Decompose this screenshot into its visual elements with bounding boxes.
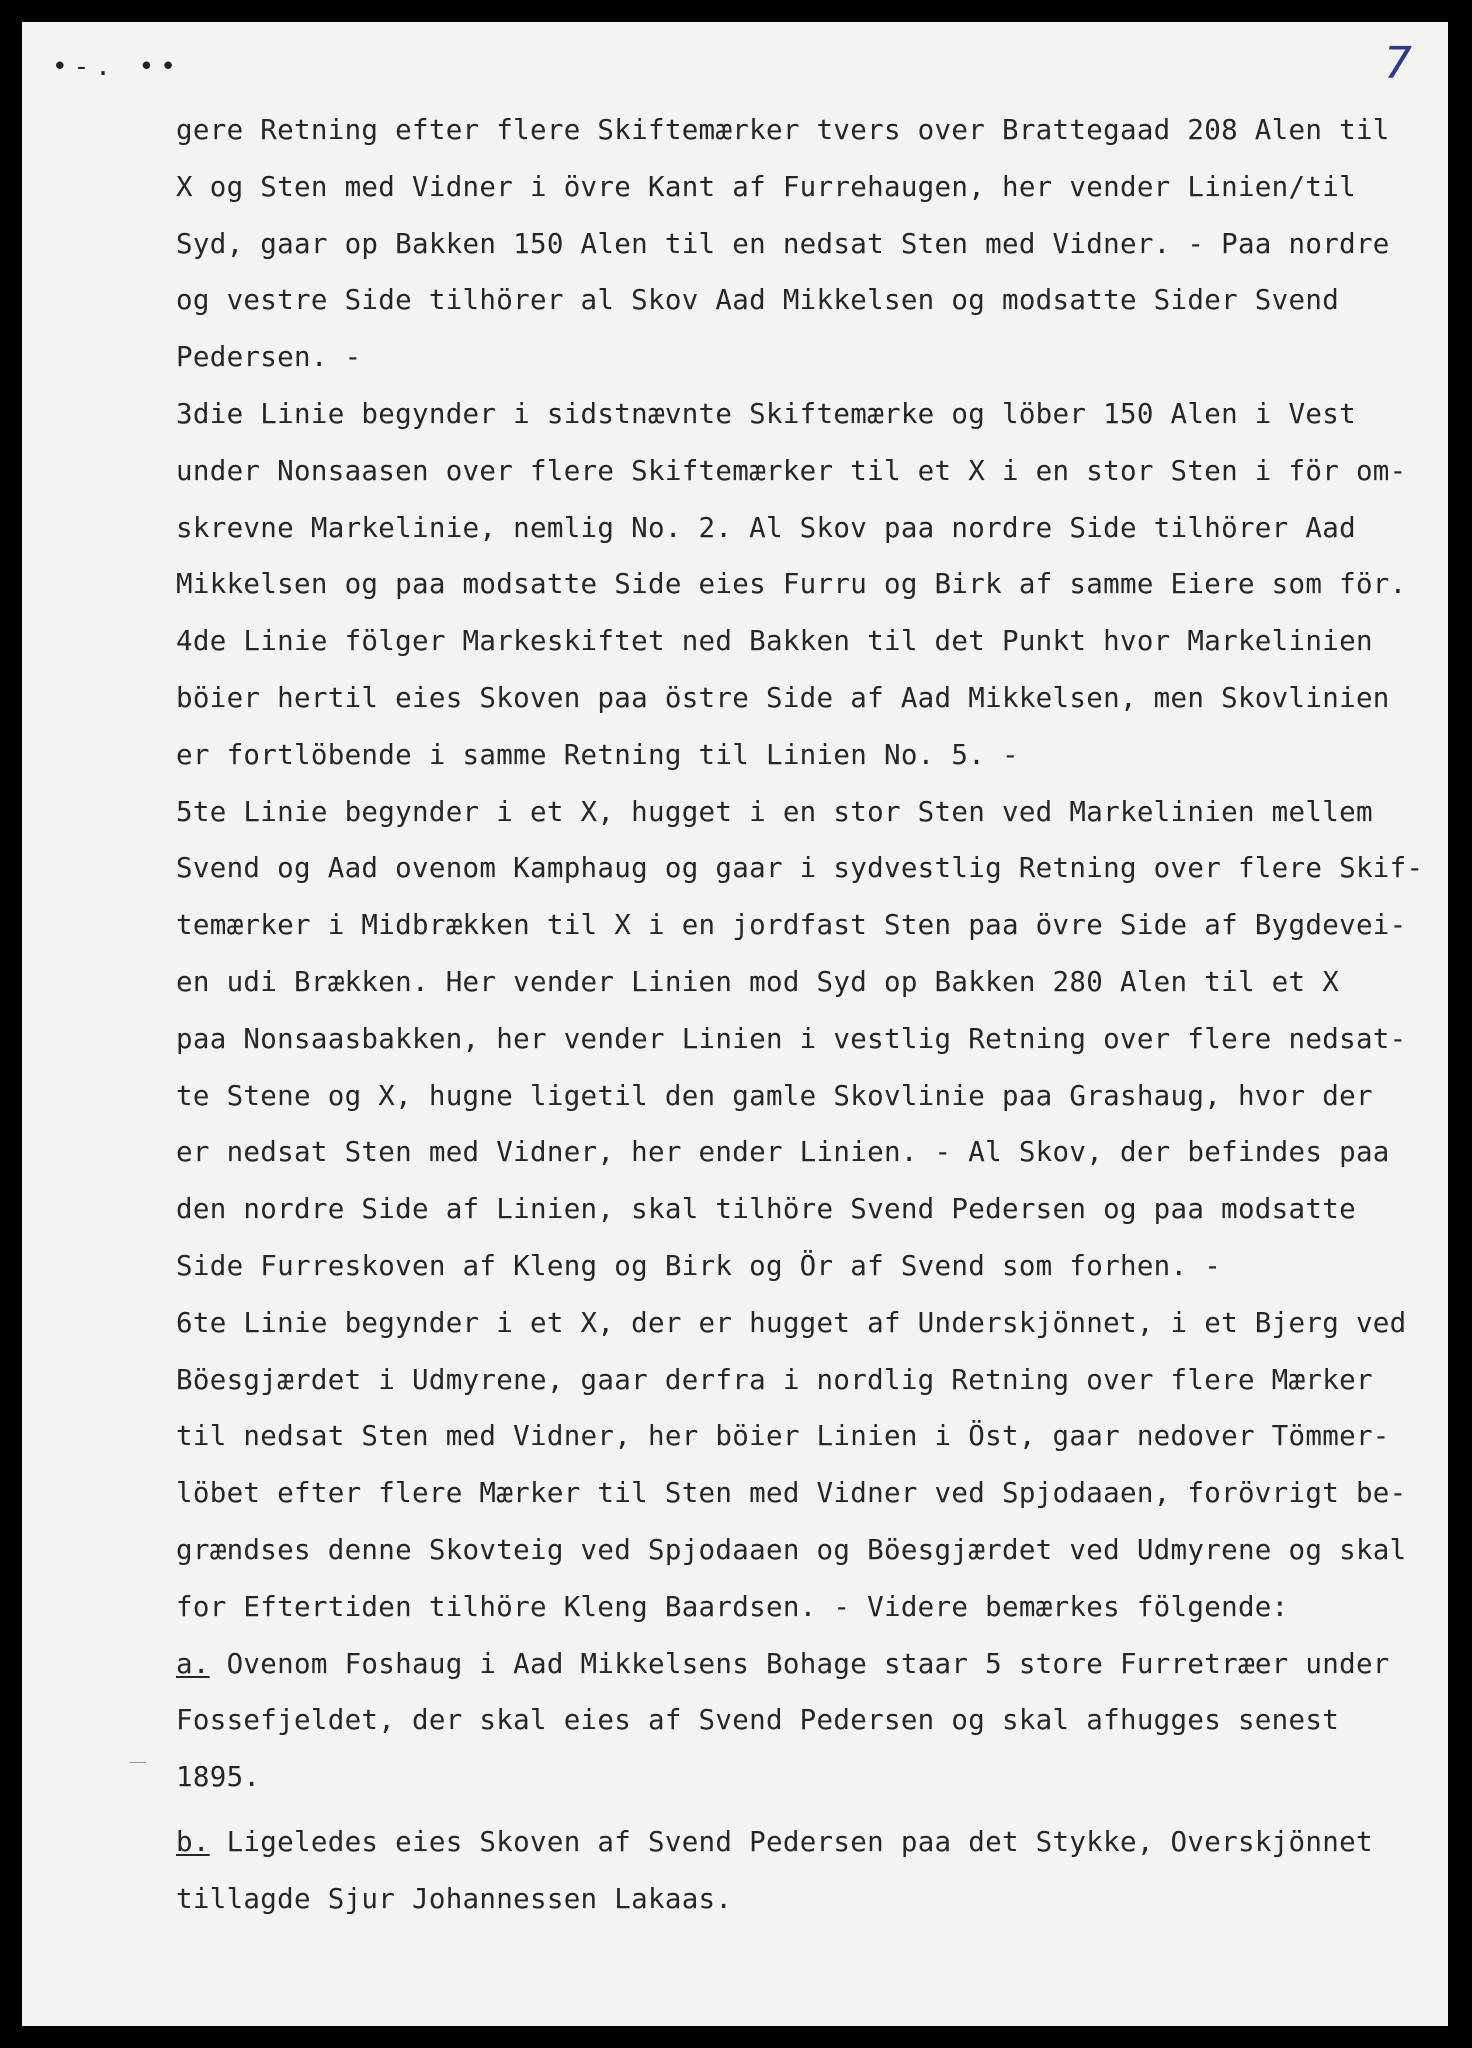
text-line: Svend og Aad ovenom Kamphaug og gaar i sydvestlig Retning over flere Skif- [176,852,1424,885]
text-line: te Stene og X, hugne ligetil den gamle Skovlinie paa Grashaug, hvor der [176,1079,1373,1112]
text-line: for Eftertiden tilhöre Kleng Baardsen. - Videre bemærkes fölgende: [176,1590,1289,1623]
item-b-line: tillagde Sjur Johannessen Lakaas. [176,1882,733,1915]
text-line: til nedsat Sten med Vidner, her böier Linien i Öst, gaar nedover Tömmer- [176,1420,1390,1453]
text-line: Syd, gaar op Bakken 150 Alen til en nedsat Sten med Vidner. - Paa nordre [176,227,1390,260]
text-line: 5te Linie begynder i et X, hugget i en stor Sten ved Markelinien mellem [176,795,1373,828]
margin-mark [130,1762,146,1763]
text-line: 3die Linie begynder i sidstnævnte Skiftemærke og löber 150 Alen i Vest [176,397,1356,430]
text-line: skrevne Markelinie, nemlig No. 2. Al Skov paa nordre Side tilhörer Aad [176,511,1356,544]
text-line: Side Furreskoven af Kleng og Birk og Ör af Svend som forhen. - [176,1249,1222,1282]
item-b-text: Ligeledes eies Skoven af Svend Pedersen paa det Stykke, Overskjönnet [226,1825,1373,1858]
item-a-text: Ovenom Foshaug i Aad Mikkelsens Bohage staar 5 store Furretræer under [226,1647,1390,1680]
text-line: Böesgjærdet i Udmyrene, gaar derfra i nordlig Retning over flere Mærker [176,1363,1373,1396]
item-b-label: b. [176,1825,210,1858]
page-number: 7 [1384,38,1412,89]
item-b-line [176,1814,1416,1871]
text-line: og vestre Side tilhörer al Skov Aad Mikkelsen og modsatte Sider Svend [176,284,1340,317]
text-line: gere Retning efter flere Skiftemærker tvers over Brattegaad 208 Alen til [176,114,1390,146]
text-line: grændses denne Skovteig ved Spjodaaen og Böesgjærdet ved Udmyrene og skal [176,1533,1407,1566]
text-line: 6te Linie begynder i et X, der er hugget af Underskjönnet, i et Bjerg ved [176,1306,1407,1339]
text-line: er nedsat Sten med Vidner, her ender Linien. - Al Skov, der befindes paa [176,1136,1390,1169]
text-line: under Nonsaasen over flere Skiftemærker til et X i en stor Sten i för om- [176,454,1407,487]
text-line: 4de Linie fölger Markeskiftet ned Bakken til det Punkt hvor Markelinien [176,625,1373,658]
text-line: X og Sten med Vidner i övre Kant af Furrehaugen, her vender Linien/til [176,170,1356,203]
document-page [22,22,1448,2026]
text-line: Mikkelsen og paa modsatte Side eies Furru og Birk af samme Eiere som för. [176,568,1407,601]
text-line: Pedersen. - [176,341,362,374]
text-line: den nordre Side af Linien, skal tilhöre Svend Pedersen og paa modsatte [176,1193,1356,1226]
top-marks: •-. •• [52,52,182,82]
text-line: en udi Brækken. Her vender Linien mod Syd op Bakken 280 Alen til et X [176,965,1340,998]
document-body [176,102,1424,1928]
text-line: er fortlöbende i samme Retning til Linien No. 5. - [176,738,1019,771]
item-a-line: Fossefjeldet, der skal eies af Svend Pedersen og skal afhugges senest [176,1704,1340,1737]
text-line: paa Nonsaasbakken, her vender Linien i vestlig Retning over flere nedsat- [176,1022,1407,1055]
item-a-line [176,1636,1416,1693]
text-line: löbet efter flere Mærker til Sten med Vidner ved Spjodaaen, forövrigt be- [176,1477,1407,1510]
item-a-label: a. [176,1647,210,1680]
text-line: böier hertil eies Skoven paa östre Side af Aad Mikkelsen, men Skovlinien [176,681,1390,714]
item-a-line: 1895. [176,1761,261,1794]
text-line: temærker i Midbrækken til X i en jordfast Sten paa övre Side af Bygdevei- [176,909,1407,942]
